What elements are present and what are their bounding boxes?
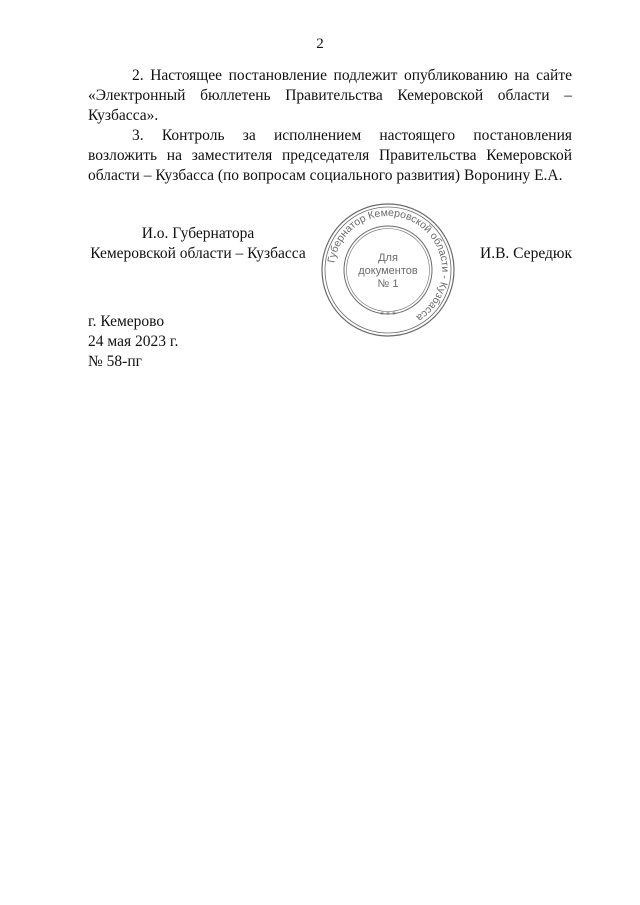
official-seal (318, 200, 458, 340)
seal-stars: * * * (380, 310, 396, 320)
document-body (88, 66, 572, 186)
seal-center-line2: документов (358, 265, 418, 277)
page-number: 2 (316, 36, 324, 52)
paragraph-control: 3. Контроль за исполнением настоящего постановления возложить на заместителя председателя Правительства Кемеровской области – Кузбасса (по вопросам социального развития) Воронину Е.А. (88, 127, 572, 184)
paragraph-publication: 2. Настоящее постановление подлежит опубликованию на сайте «Электронный бюллетень Правительства Кемеровской области – Кузбасса». (88, 67, 572, 124)
footer-city: г. Кемерово (88, 313, 165, 330)
footer-date: 24 мая 2023 г. (88, 333, 179, 350)
seal-center-line1: Для (378, 252, 398, 264)
signer-name: И.В. Середюк (480, 245, 572, 262)
seal-center-line3: № 1 (377, 278, 399, 290)
footer-number: № 58-пг (88, 353, 142, 370)
seal-ring-text: Губернатор Кемеровской области - Кузбасса (325, 206, 452, 324)
signer-position-line2: Кемеровской области – Кузбасса (90, 245, 306, 262)
signer-position (88, 224, 308, 264)
signer-position-line1: И.о. Губернатора (141, 225, 255, 242)
document-footer (88, 312, 178, 372)
